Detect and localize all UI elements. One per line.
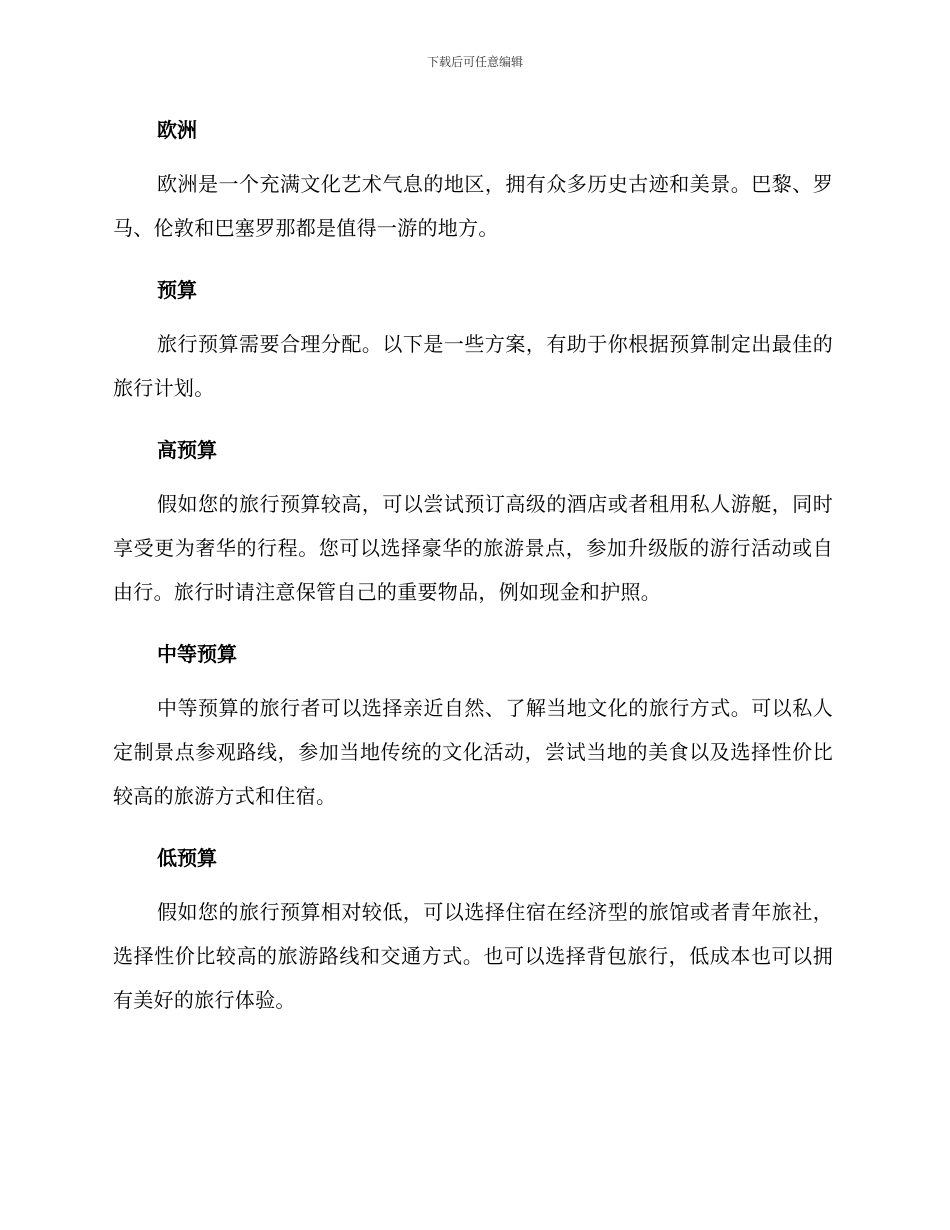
- section-body-high-budget: 假如您的旅行预算较高，可以尝试预订高级的酒店或者租用私人游艇，同时享受更为奢华的行程。您可以选择豪华的旅游景点，参加升级版的游行活动或自由行。旅行时请注意保管自己的重要物品，例如现金和护照。: [113, 492, 833, 604]
- section-title-high-budget: 高预算: [157, 438, 217, 462]
- section-body-budget: 旅行预算需要合理分配。以下是一些方案，有助于你根据预算制定出最佳的旅行计划。: [113, 332, 833, 400]
- section-title-budget: 预算: [157, 278, 197, 302]
- section-title-europe: 欧洲: [157, 118, 197, 142]
- page-header: 下载后可任意编辑: [426, 55, 523, 69]
- section-title-low-budget: 低预算: [157, 846, 217, 870]
- section-body-europe: 欧洲是一个充满文化艺术气息的地区，拥有众多历史古迹和美景。巴黎、罗马、伦敦和巴塞罗那都是值得一游的地方。: [113, 172, 833, 240]
- section-title-medium-budget: 中等预算: [157, 642, 237, 666]
- section-body-medium-budget: 中等预算的旅行者可以选择亲近自然、了解当地文化的旅行方式。可以私人定制景点参观路线，参加当地传统的文化活动，尝试当地的美食以及选择性价比较高的旅游方式和住宿。: [113, 696, 833, 808]
- document-body: [113, 112, 833, 1022]
- section-body-low-budget: 假如您的旅行预算相对较低，可以选择住宿在经济型的旅馆或者青年旅社，选择性价比较高的旅游路线和交通方式。也可以选择背包旅行，低成本也可以拥有美好的旅行体验。: [113, 900, 833, 1012]
